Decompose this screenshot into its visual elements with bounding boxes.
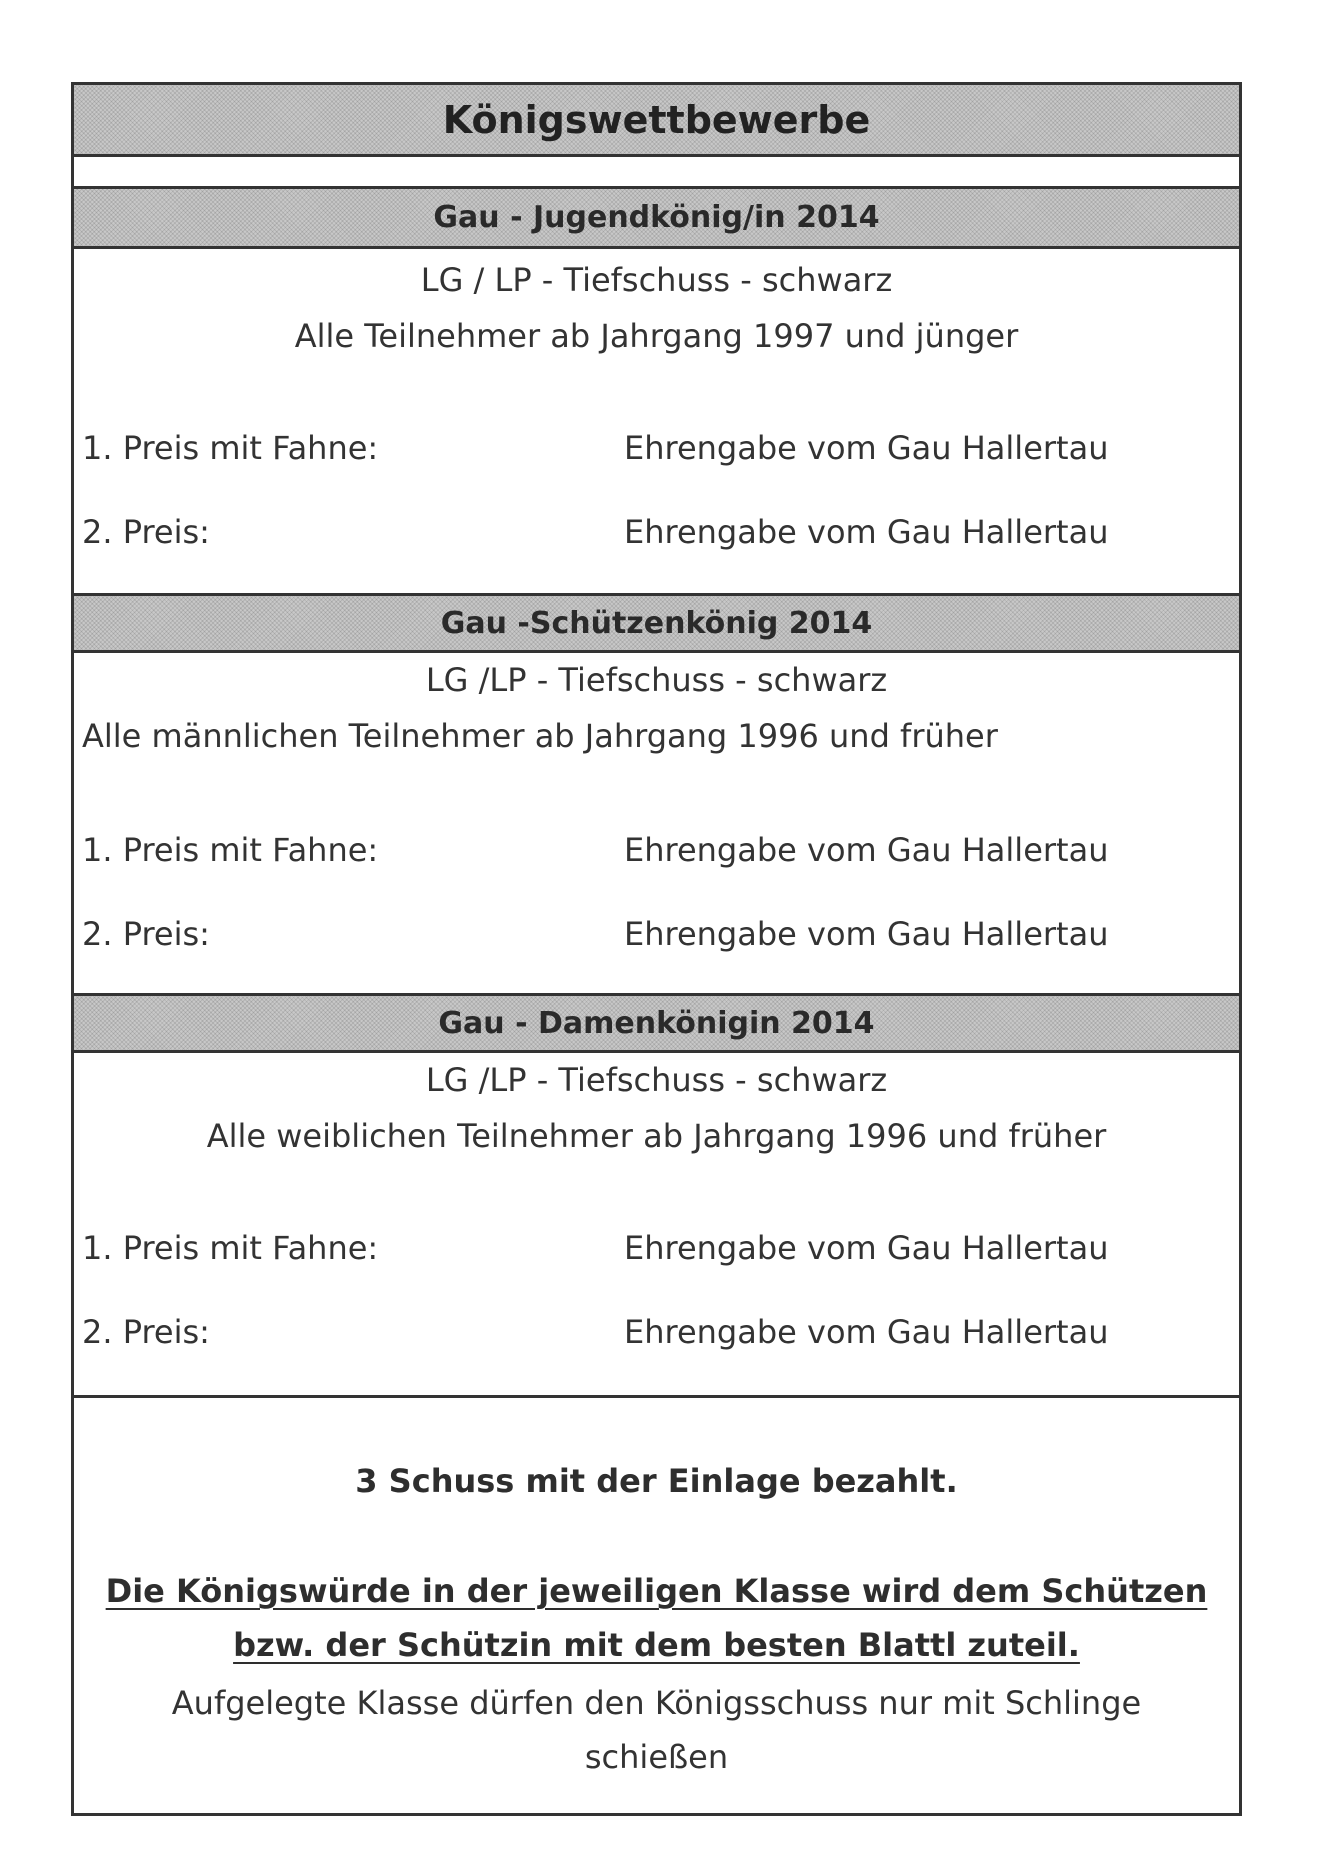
prize-label: 2. Preis: (82, 915, 210, 953)
shots-paid-text: 3 Schuss mit der Einlage bezahlt. (355, 1462, 958, 1500)
rules-footer (74, 1398, 1239, 1813)
section-body-schuetzenkoenig (74, 653, 1239, 996)
discipline-text: LG /LP - Tiefschuss - schwarz (425, 661, 888, 699)
section-heading-damenkoenigin (74, 996, 1239, 1053)
supported-class-note-line-2: schießen (584, 1738, 729, 1776)
kingship-rule-line-2: bzw. der Schützin mit dem besten Blattl zuteil. (233, 1626, 1080, 1664)
section-body-jugendkoenig (74, 249, 1239, 596)
document-title (74, 85, 1239, 157)
prize-label: 1. Preis mit Fahne: (82, 1229, 379, 1267)
prize-row (82, 513, 1239, 553)
prize-label: 1. Preis mit Fahne: (82, 831, 379, 869)
prize-label: 2. Preis: (82, 1313, 210, 1351)
section-heading-schuetzenkoenig (74, 596, 1239, 653)
section-heading-text: Gau -Schützenkönig 2014 (440, 605, 873, 641)
eligibility-text: Alle männlichen Teilnehmer ab Jahrgang 1996 und früher (82, 717, 998, 755)
prize-value: Ehrengabe vom Gau Hallertau (624, 831, 1109, 869)
spacer-row (74, 157, 1239, 189)
competition-sheet (71, 82, 1242, 1816)
section-body-damenkoenigin (74, 1053, 1239, 1398)
supported-class-note-line-1: Aufgelegte Klasse dürfen den Königsschuss nur mit Schlinge (171, 1684, 1142, 1722)
section-heading-text: Gau - Jugendkönig/in 2014 (433, 200, 880, 235)
prize-row (82, 429, 1239, 469)
prize-value: Ehrengabe vom Gau Hallertau (624, 513, 1109, 551)
prize-label: 1. Preis mit Fahne: (82, 429, 379, 467)
kingship-rule-line-1: Die Königswürde in der jeweiligen Klasse wird dem Schützen (105, 1572, 1208, 1610)
eligibility-text: Alle weiblichen Teilnehmer ab Jahrgang 1996 und früher (206, 1117, 1107, 1155)
prize-label: 2. Preis: (82, 513, 210, 551)
prize-row (82, 1229, 1239, 1269)
prize-row (82, 915, 1239, 955)
eligibility-text: Alle Teilnehmer ab Jahrgang 1997 und jünger (294, 317, 1019, 355)
prize-value: Ehrengabe vom Gau Hallertau (624, 1313, 1109, 1351)
prize-row (82, 1313, 1239, 1353)
document-title-text: Königswettbewerbe (442, 97, 871, 142)
discipline-text: LG / LP - Tiefschuss - schwarz (420, 261, 893, 299)
discipline-text: LG /LP - Tiefschuss - schwarz (425, 1061, 888, 1099)
prize-value: Ehrengabe vom Gau Hallertau (624, 1229, 1109, 1267)
section-heading-text: Gau - Damenkönigin 2014 (438, 1005, 875, 1041)
prize-value: Ehrengabe vom Gau Hallertau (624, 429, 1109, 467)
section-heading-jugendkoenig (74, 189, 1239, 249)
prize-row (82, 831, 1239, 871)
prize-value: Ehrengabe vom Gau Hallertau (624, 915, 1109, 953)
